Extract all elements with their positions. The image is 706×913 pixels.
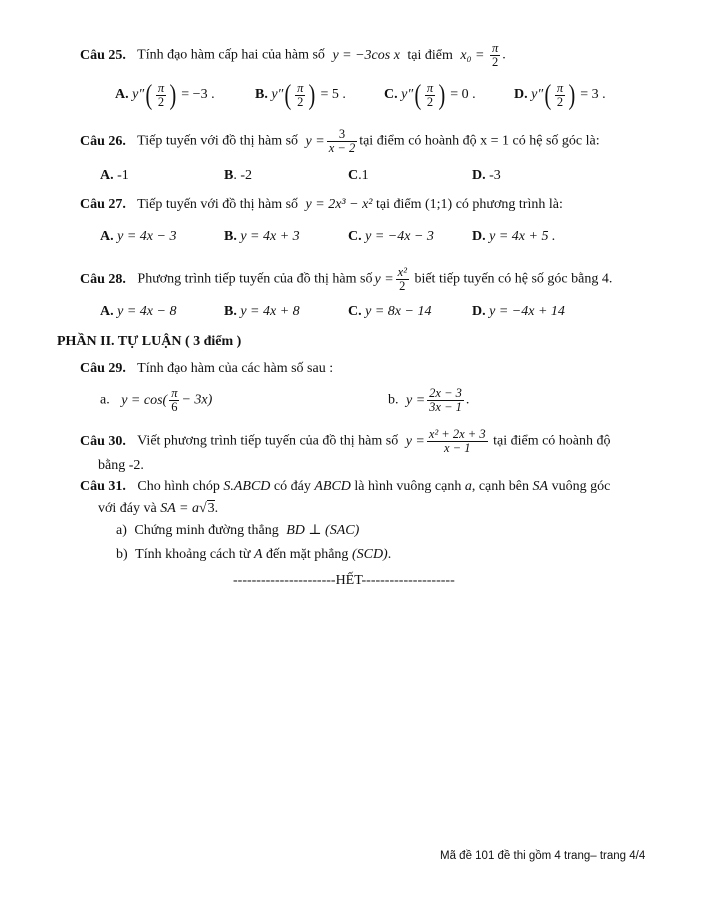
frac-num: π (491, 41, 499, 55)
option-label: C. (348, 304, 362, 319)
option-label: B (224, 168, 234, 183)
frac-den: 6 (171, 400, 178, 414)
option-25d[interactable]: D. y″( $\frac{\pi}{2}$ ) = 3 . (514, 79, 606, 111)
function-expr: y = −3cos x (332, 47, 400, 63)
question-29b (388, 387, 469, 414)
option-label: B. (224, 304, 237, 319)
frac-den: 2 (491, 55, 499, 69)
question-29 (80, 360, 333, 378)
option-label: A. (115, 87, 129, 103)
question-27 (80, 196, 563, 214)
frac-num: π (556, 80, 564, 95)
option-27b[interactable] (224, 228, 300, 246)
frac-num: x² (397, 265, 407, 279)
frac-den: 2 (297, 94, 304, 109)
point-expr: (1;1) (424, 197, 453, 212)
part-label: a. (100, 392, 110, 408)
option-value: y = 4x + 5 . (489, 229, 556, 244)
expr-post: . (465, 392, 470, 408)
option-label: A. (100, 229, 114, 244)
frac-num: π (157, 80, 165, 95)
question-text-after: tại điểm có hoành độ (493, 433, 611, 449)
option-27c[interactable] (348, 228, 434, 246)
frac-den: 3x − 1 (429, 400, 462, 414)
part-label: b) (116, 547, 128, 562)
text: có đáy (273, 479, 311, 494)
option-25b[interactable]: B. y″( $\frac{\pi}{2}$ ) = 5 . (255, 79, 346, 111)
option-label: C. (384, 87, 398, 103)
option-label: C (348, 168, 359, 183)
question-text: Viết phương trình tiếp tuyến của đồ thị hàm số (137, 433, 399, 449)
y-expr: y = (374, 271, 394, 287)
option-label: B. (224, 229, 237, 244)
question-number: Câu 30. (80, 433, 126, 449)
option-value: y = 4x − 8 (117, 304, 177, 319)
question-28 (80, 266, 612, 293)
math: A (253, 547, 263, 562)
option-26d[interactable] (472, 167, 501, 185)
question-31b (116, 546, 391, 564)
question-31a (116, 522, 359, 540)
frac-num: π (171, 386, 178, 400)
frac-den: 2 (157, 94, 165, 109)
end-mark: ----------------------HẾT-------------------- (233, 573, 455, 588)
question-text: Tiếp tuyến với đồ thị hàm số (137, 197, 299, 212)
function-expr: y = 2x³ − x² (305, 197, 373, 212)
page-footer: Mã đề 101 đề thi gồm 4 trang– trang 4/4 (440, 850, 646, 862)
option-rhs: = 3 . (580, 87, 606, 103)
question-text-after: có phương trình là: (455, 197, 563, 212)
question-text-after: tại điểm có hoành độ x = 1 có hệ số góc là: (359, 133, 600, 149)
pi-over-2 (156, 82, 166, 109)
question-26 (80, 128, 600, 155)
question-text-mid: tại điểm (375, 197, 422, 212)
option-value: -1 (113, 168, 129, 183)
frac-num: x² + 2x + 3 (428, 427, 486, 441)
fraction (169, 387, 179, 414)
option-yprime: y″ (271, 87, 284, 103)
option-label: D. (472, 168, 486, 183)
question-text: Phương trình tiếp tuyến của đồ thị hàm số (137, 271, 373, 287)
fraction (396, 266, 409, 293)
option-yprime: y″ (531, 87, 544, 103)
option-26b[interactable] (224, 167, 252, 185)
option-value: y = 8x − 14 (365, 304, 432, 319)
question-number: Câu 26. (80, 133, 126, 149)
pi-over-2 (555, 82, 565, 109)
question-number: Câu 25. (80, 47, 126, 63)
section-title: PHẦN II. TỰ LUẬN ( 3 điểm ) (57, 334, 242, 349)
math: S.ABCD (223, 479, 271, 494)
option-25c[interactable]: C. y″( $\frac{\pi}{2}$ ) = 0 . (384, 79, 476, 111)
question-text: Tính đạo hàm của các hàm số sau : (137, 361, 334, 376)
math: ABCD (314, 479, 351, 494)
option-label: A. (100, 304, 114, 319)
text: Cho hình chóp (137, 479, 220, 494)
frac-den: x − 2 (328, 141, 356, 155)
option-value: y = 4x + 3 (240, 229, 300, 244)
frac-den: 2 (399, 279, 406, 293)
fraction (327, 128, 357, 155)
pi-over-2 (490, 42, 500, 69)
fraction (427, 387, 464, 414)
option-value: y = 4x + 8 (240, 304, 300, 319)
math: a (464, 479, 472, 494)
y-expr: y = (305, 133, 325, 149)
math: BD ⊥ (SAC) (286, 523, 360, 538)
option-26c[interactable] (348, 167, 369, 185)
expr-pre: y = (406, 392, 426, 408)
option-28c[interactable] (348, 303, 431, 321)
question-text: Tính đạo hàm cấp hai của hàm số (137, 47, 325, 63)
question-number: Câu 28. (80, 271, 126, 287)
option-label: C. (348, 229, 362, 244)
option-value: y = −4x + 14 (489, 304, 565, 319)
frac-num: 3 (327, 128, 357, 142)
sqrt-arg: 3 (207, 501, 215, 516)
part-label: a) (116, 523, 127, 538)
y-expr: y = (405, 433, 425, 449)
text: . (387, 547, 392, 562)
text: là hình vuông cạnh (354, 479, 462, 494)
expr-post: − 3x) (181, 392, 213, 408)
question-text-at: tại điểm (407, 47, 453, 63)
frac-den: 2 (556, 94, 564, 109)
question-31 (80, 478, 610, 496)
option-value: .1 (358, 168, 369, 183)
option-label: A. (100, 168, 114, 183)
frac-num: π (297, 80, 304, 95)
expr-pre: y = cos( (121, 392, 168, 408)
option-rhs: = 5 . (320, 87, 346, 103)
option-value: y = −4x − 3 (365, 229, 434, 244)
frac-den: x − 1 (444, 441, 471, 455)
text: vuông góc (551, 479, 611, 494)
question-text-after: biết tiếp tuyến có hệ số góc bằng 4. (414, 271, 613, 287)
frac-num: 2x − 3 (429, 386, 462, 400)
text: , cạnh bên (471, 479, 529, 494)
option-value: y = 4x − 3 (117, 229, 177, 244)
question-number: Câu 31. (80, 479, 126, 494)
question-25: Câu 25. Tính đạo hàm cấp hai của hàm số y = −3cos x tại điểm x₀ = $\frac{\pi}{2}$ . (80, 41, 506, 69)
text: với đáy và (98, 501, 157, 516)
text: Tính khoảng cách từ (135, 547, 251, 562)
math: (SCD) (351, 547, 388, 562)
option-label: D. (472, 304, 486, 319)
option-28d[interactable] (472, 303, 565, 321)
question-number: Câu 27. (80, 197, 126, 212)
option-label: B. (255, 87, 268, 103)
option-27d[interactable] (472, 228, 555, 246)
option-27a[interactable] (100, 228, 176, 246)
question-number: Câu 29. (80, 361, 126, 376)
part-label: b. (388, 392, 399, 408)
pi-over-2 (425, 82, 435, 109)
option-rhs: = −3 . (181, 87, 215, 103)
frac-den: 2 (426, 94, 434, 109)
x0-expr: x₀ = (460, 47, 485, 63)
option-label: D. (514, 87, 528, 103)
text: Chứng minh đường thẳng (134, 523, 279, 538)
option-26a[interactable] (100, 167, 129, 185)
math: SA (532, 479, 549, 494)
text: . (214, 501, 219, 516)
option-value: . -2 (233, 168, 253, 183)
fraction (427, 428, 488, 455)
option-rhs: = 0 . (450, 87, 476, 103)
option-28b[interactable] (224, 303, 300, 321)
question-text: Tiếp tuyến với đồ thị hàm số (137, 133, 299, 149)
option-yprime: y″ (401, 87, 414, 103)
text: đến mặt phẳng (266, 547, 349, 562)
question-31-line2: với đáy và SA = a√3. (98, 501, 219, 516)
option-yprime: y″ (132, 87, 145, 103)
option-value: -3 (485, 168, 501, 183)
frac-num: π (426, 80, 434, 95)
question-30 (80, 428, 611, 455)
pi-over-2 (295, 82, 305, 109)
math: SA = a (160, 501, 199, 516)
question-29a (100, 387, 212, 414)
option-25a[interactable]: A. y″( $\frac{\pi}{2}$ ) = −3 . (115, 79, 215, 111)
option-label: D. (472, 229, 486, 244)
option-28a[interactable] (100, 303, 176, 321)
question-30-line2: bằng -2. (98, 458, 144, 473)
